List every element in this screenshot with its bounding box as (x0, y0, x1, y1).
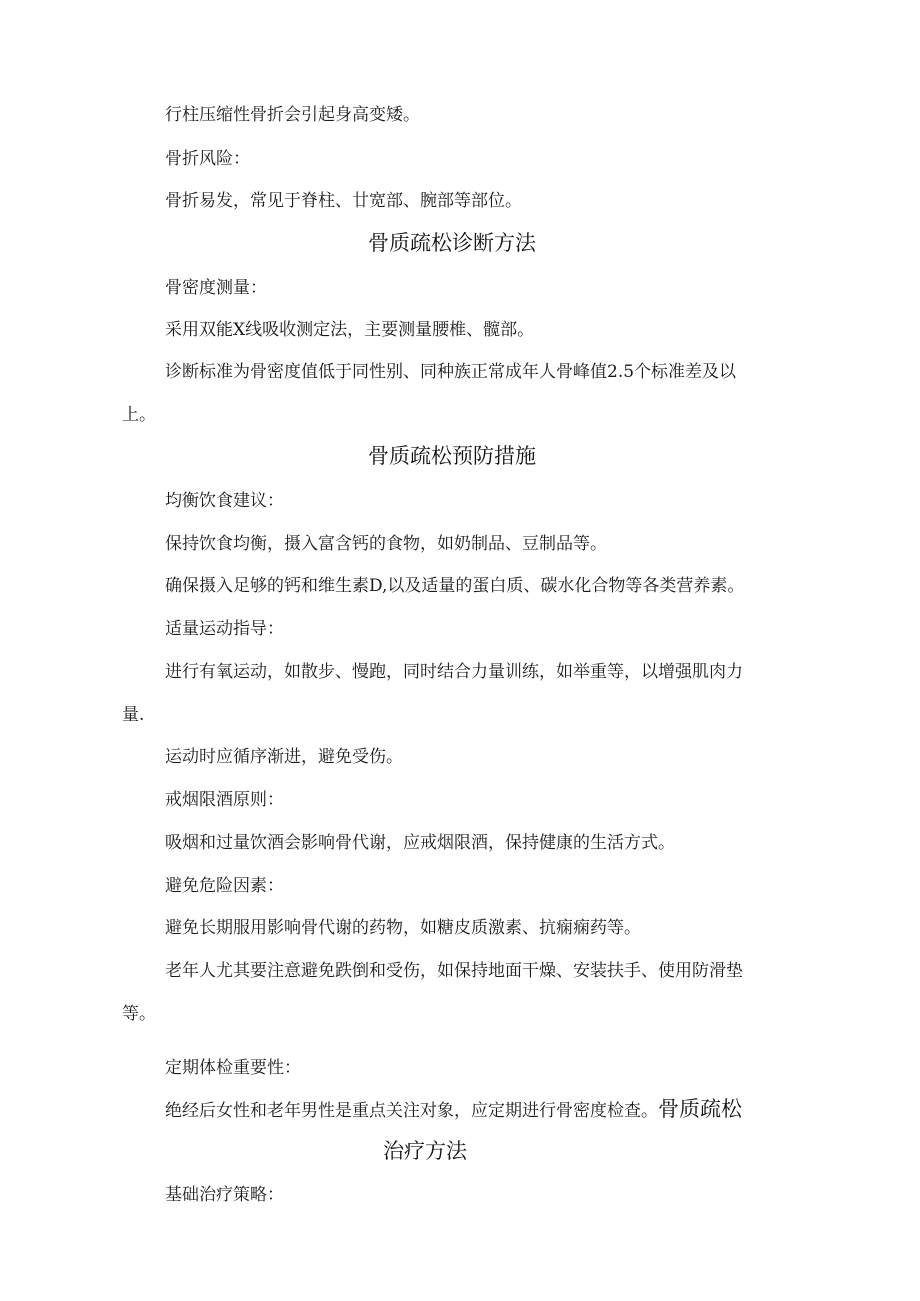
subheading: 骨密度测量： (165, 278, 267, 298)
paragraph-line: 运动时应循序渐进，避免受伤。 (165, 747, 403, 767)
section-heading-part: 治疗方法 (383, 1139, 467, 1163)
paragraph-line: 老年人尤其要注意避免跌倒和受伤，如保持地面干燥、安装扶手、使用防滑垫 (165, 961, 743, 981)
paragraph-line: 吸烟和过量饮酒会影响骨代谢，应戒烟限酒，保持健康的生活方式。 (165, 833, 675, 853)
subheading: 骨折风险： (165, 149, 250, 169)
section-heading: 骨质疏松诊断方法 (368, 231, 536, 255)
subheading: 均衡饮食建议： (165, 491, 284, 511)
subheading: 戒烟限酒原则： (165, 790, 284, 810)
subheading: 适量运动指导： (165, 619, 284, 639)
subheading: 基础治疗策略： (165, 1185, 284, 1205)
paragraph-line: 骨折易发，常见于脊柱、廿宽部、腕部等部位。 (165, 191, 522, 211)
paragraph-line: 保持饮食均衡，摄入富含钙的食物，如奶制品、豆制品等。 (165, 534, 607, 554)
paragraph-line: 等。 (122, 1004, 156, 1024)
paragraph-line: 避免长期服用影响骨代谢的药物，如糖皮质激素、抗痫痫药等。 (165, 918, 641, 938)
paragraph-line: 采用双能X线吸收测定法，主要测量腰椎、髋部。 (165, 320, 535, 340)
section-heading-part: 骨质疏松 (658, 1097, 742, 1121)
paragraph-text: 绝经后女性和老年男性是重点关注对象，应定期进行骨密度检查。 (165, 1101, 658, 1121)
paragraph-line: 上。 (122, 405, 156, 425)
paragraph-line (165, 1097, 742, 1123)
section-heading: 骨质疏松预防措施 (368, 444, 536, 468)
paragraph-line: 确保摄入足够的钙和维生素D,以及适量的蛋白质、碳水化合物等各类营养素。 (165, 576, 745, 596)
paragraph-line: 行柱压缩性骨折会引起身高变矮。 (165, 105, 420, 125)
paragraph-line: 量. (122, 705, 145, 725)
subheading: 定期体检重要性： (165, 1058, 301, 1078)
subheading: 避免危险因素： (165, 876, 284, 896)
paragraph-line: 进行有氧运动，如散步、慢跑，同时结合力量训练，如举重等，以增强肌肉力 (165, 662, 743, 682)
paragraph-line: 诊断标准为骨密度值低于同性别、同种族正常成年人骨峰值2.5个标准差及以 (165, 362, 737, 382)
